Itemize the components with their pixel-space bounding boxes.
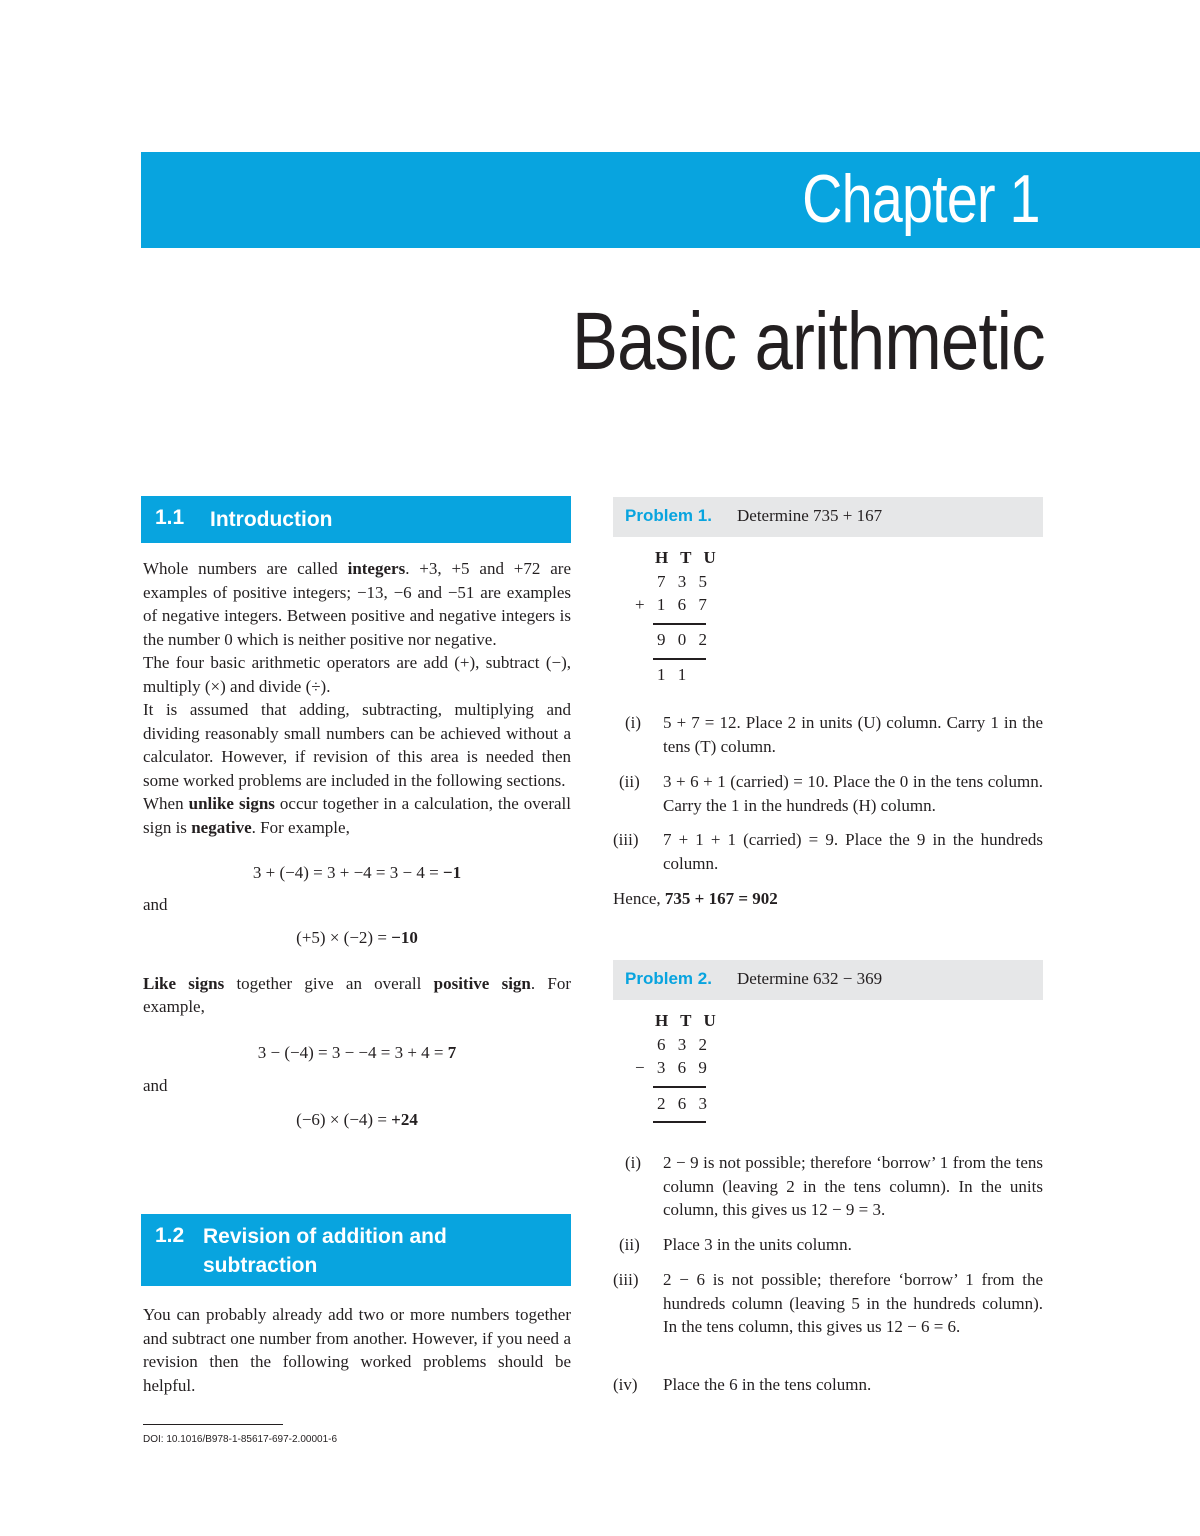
step-label: (iii) <box>613 830 639 849</box>
step-label: (i) <box>625 713 642 732</box>
paragraph: Like signs together give an overall positive sign. For example, <box>143 973 571 1016</box>
step-text: 2 − 9 is not possible; therefore ‘borrow’ 1 from the tens column (leaving 2 in the tens column). In the units column, this gives us 12 − 9 = 3. <box>663 1153 1043 1219</box>
problem-2-heading <box>613 960 1043 1000</box>
sum-rule <box>653 658 706 660</box>
paragraph: Whole numbers are called integers. +3, +5 and +72 are examples of positive integers; −13, −6 and −51 are examples of negative integers. Between positive and negative integers is the number 0 which is neither positive nor negative. <box>143 559 571 649</box>
calc-row: − 3 6 9 <box>635 1058 711 1077</box>
paragraph: The four basic arithmetic operators are add (+), subtract (−), multiply (×) and divide (÷). <box>143 653 571 696</box>
doi-footnote: DOI: 10.1016/B978-1-85617-697-2.00001-6 <box>143 1434 338 1445</box>
problem-label: Problem 1. <box>625 506 712 525</box>
step-label: (ii) <box>619 772 640 791</box>
chapter-banner <box>141 152 1200 248</box>
section-1-1-body <box>143 557 571 1131</box>
calc-row: 6 3 2 <box>657 1035 711 1054</box>
sum-rule <box>653 623 706 625</box>
step-label: (iii) <box>613 1270 639 1289</box>
paragraph: It is assumed that adding, subtracting, multiplying and dividing reasonably small numbers can be achieved without a calculator. However, if revision of this area is needed then some worked problems are included in the following sections. <box>143 700 571 790</box>
column-header: H T U <box>655 1011 720 1030</box>
section-1-2-body <box>143 1303 571 1397</box>
step-item <box>613 711 1043 758</box>
equation: (−6) × (−4) = +24 <box>296 1109 418 1129</box>
step-label: (i) <box>625 1153 642 1172</box>
step-item <box>613 1233 1043 1257</box>
calc-result: 2 6 3 <box>657 1094 711 1113</box>
difference-rule <box>653 1121 706 1123</box>
chapter-label: Chapter 1 <box>802 161 1040 237</box>
conclusion: Hence, 735 + 167 = 902 <box>613 889 778 908</box>
connector-text: and <box>143 1076 168 1095</box>
section-1-1-heading <box>141 496 571 543</box>
footnote-rule <box>143 1424 283 1425</box>
section-1-2-heading <box>141 1214 571 1286</box>
equation: (+5) × (−2) = −10 <box>296 928 418 947</box>
step-text: 3 + 6 + 1 (carried) = 10. Place the 0 in the tens column. Carry the 1 in the hundreds (H) column. <box>663 772 1043 815</box>
chapter-title: Basic arithmetic <box>572 296 1045 387</box>
column-header: H T U <box>655 548 720 567</box>
step-item <box>613 1373 1043 1397</box>
calc-carry: 1 1 <box>657 665 691 684</box>
step-item <box>613 770 1043 817</box>
calc-result: 9 0 2 <box>657 630 711 649</box>
step-label: (iv) <box>613 1375 638 1394</box>
problem-1-heading <box>613 497 1043 537</box>
problem-label: Problem 2. <box>625 969 712 988</box>
section-title: Introduction <box>210 508 333 531</box>
step-item <box>613 828 1043 875</box>
calc-row: 7 3 5 <box>657 572 711 591</box>
equation: 3 − (−4) = 3 − −4 = 3 + 4 = 7 <box>257 1042 457 1062</box>
paragraph: When unlike signs occur together in a calculation, the overall sign is negative. For example, <box>143 794 571 837</box>
connector-text: and <box>143 894 168 914</box>
step-text: Place the 6 in the tens column. <box>663 1375 872 1394</box>
section-title-line-2: subtraction <box>203 1254 318 1277</box>
step-text: 7 + 1 + 1 (carried) = 9. Place the 9 in the hundreds column. <box>663 830 1043 873</box>
paragraph: You can probably already add two or more numbers together and subtract one number from another. However, if you need a revision then the following worked problems should be helpful. <box>143 1305 571 1395</box>
section-title-line-1: Revision of addition and <box>203 1225 447 1248</box>
step-text: 5 + 7 = 12. Place 2 in units (U) column. Carry 1 in the tens (T) column. <box>663 713 1043 756</box>
section-number: 1.1 <box>155 506 185 529</box>
section-number: 1.2 <box>155 1224 185 1247</box>
equation: 3 + (−4) = 3 + −4 = 3 − 4 = −1 <box>252 863 462 882</box>
problem-text: Determine 735 + 167 <box>737 506 883 525</box>
step-text: Place 3 in the units column. <box>663 1235 852 1254</box>
step-label: (ii) <box>619 1235 640 1254</box>
step-item <box>613 1151 1043 1222</box>
step-text: 2 − 6 is not possible; therefore ‘borrow’ 1 from the hundreds column (leaving 5 in the hundreds column). In the tens column, this gives us 12 − 6 = 6. <box>663 1270 1043 1336</box>
step-item <box>613 1268 1043 1339</box>
calc-row: + 1 6 7 <box>635 595 711 614</box>
difference-rule <box>653 1086 706 1088</box>
problem-text: Determine 632 − 369 <box>737 969 883 988</box>
